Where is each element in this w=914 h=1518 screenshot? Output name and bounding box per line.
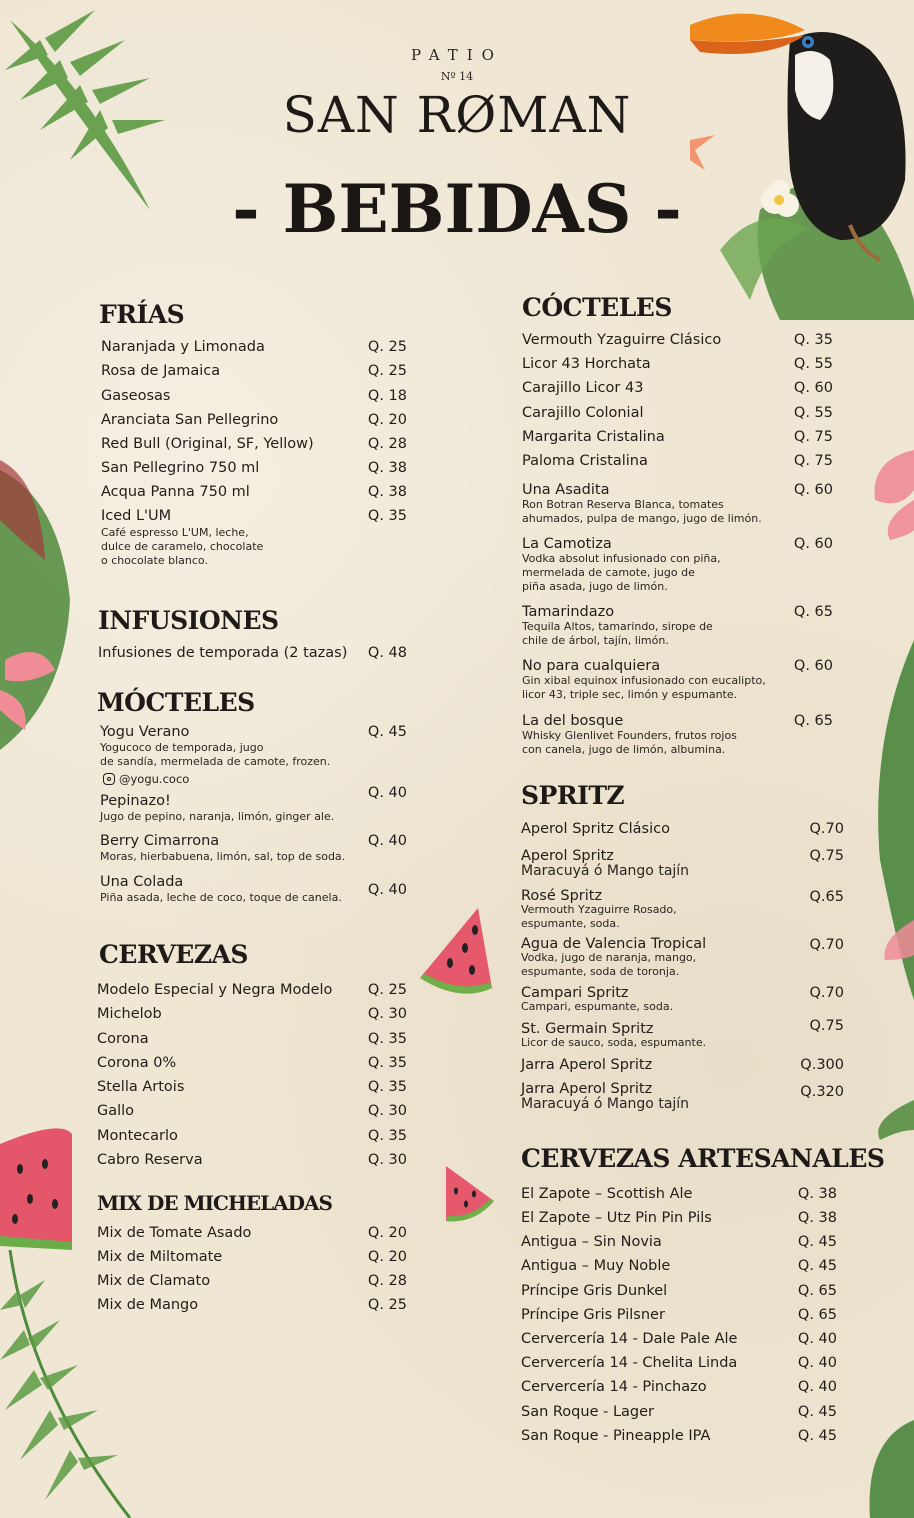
item-price: Q.70 [809,985,844,1001]
item-name: Carajillo Licor 43 [522,380,644,396]
item-price: Q. 25 [367,1297,407,1313]
item-name: La del bosque [522,713,624,729]
item-price: Q. 35 [367,1055,407,1071]
item-name: St. Germain Spritz [521,1021,654,1037]
item-price: Q. 20 [367,1249,407,1265]
item-name: Pepinazo! [100,793,171,809]
item-price: Q. 35 [793,332,833,348]
item-price: Q. 38 [797,1186,837,1202]
item-name: Cervercería 14 - Pinchazo [521,1379,707,1395]
item-price: Q. 35 [367,1079,407,1095]
item-name: Una Asadita [522,482,610,498]
section-title-cervezas: CERVEZAS [99,940,248,969]
item-price: Q. 35 [367,1128,407,1144]
item-name: El Zapote – Scottish Ale [521,1186,693,1202]
item-name: Montecarlo [97,1128,178,1144]
item-name: Mix de Miltomate [97,1249,223,1265]
item-description: Moras, hierbabuena, limón, sal, top de soda. [100,850,346,863]
leaf-right-middle-icon [860,440,914,1040]
item-price: Q. 35 [367,508,407,524]
item-description: Yogucoco de temporada, jugo [100,741,264,754]
item-price: Q.70 [809,821,844,837]
item-price: Q. 65 [793,604,833,620]
item-price: Q. 40 [367,785,407,801]
item-price: Q. 30 [367,1152,407,1168]
item-price: Q. 45 [797,1258,837,1274]
item-price: Q. 25 [367,982,407,998]
item-description: Piña asada, leche de coco, toque de canela. [100,891,342,904]
item-price: Q. 60 [793,658,833,674]
item-description: Whisky Glenlivet Founders, frutos rojos [522,729,737,742]
item-description: Licor de sauco, soda, espumante. [521,1036,707,1049]
item-name: Cabro Reserva [97,1152,203,1168]
item-name: No para cualquiera [522,658,661,674]
item-name: Margarita Cristalina [522,429,665,445]
item-name: Licor 43 Horchata [522,356,651,372]
item-price: Q. 45 [797,1404,837,1420]
item-name: Berry Cimarrona [100,833,220,849]
item-name: Rosa de Jamaica [101,363,221,379]
item-price: Q. 40 [797,1355,837,1371]
item-price: Q. 75 [793,429,833,445]
section-title-artesanales: CERVEZAS ARTESANALES [521,1144,885,1173]
item-name: Agua de Valencia Tropical [521,936,707,952]
item-description: Tequila Altos, tamarindo, sirope de [522,620,713,633]
section-title-micheladas: MIX DE MICHELADAS [97,1191,332,1215]
patio-label: PATIO [411,46,503,64]
item-name: Jarra Aperol Spritz [521,1081,653,1097]
item-price: Q. 75 [793,453,833,469]
item-price: Q. 25 [367,339,407,355]
item-name: Antigua – Muy Noble [521,1258,671,1274]
item-name: Vermouth Yzaguirre Clásico [522,332,722,348]
item-description: Gin xibal equinox infusionado con eucalipto, [522,674,766,687]
item-name: Stella Artois [97,1079,185,1095]
item-name: Antigua – Sin Novia [521,1234,662,1250]
section-title-frias: FRÍAS [99,300,185,329]
item-price: Q. 20 [367,412,407,428]
item-description: Ron Botran Reserva Blanca, tomates [522,498,724,511]
item-price: Q. 38 [367,460,407,476]
item-description: con canela, jugo de limón, albumina. [522,743,726,756]
item-description: Vermouth Yzaguirre Rosado, [521,903,677,916]
item-name: Naranjada y Limonada [101,339,265,355]
item-name: Acqua Panna 750 ml [101,484,250,500]
item-description: Café espresso L'UM, leche, [101,526,249,539]
item-price: Q. 48 [367,645,407,661]
item-name: Una Colada [100,874,184,890]
item-description: de sandía, mermelada de camote, frozen. [100,755,331,768]
page-title: - BEBIDAS - [232,170,682,248]
section-title-cocteles: CÓCTELES [522,293,672,322]
item-price: Q. 38 [797,1210,837,1226]
item-name: La Camotiza [522,536,612,552]
item-price: Q. 45 [367,724,407,740]
item-price: Q. 18 [367,388,407,404]
item-price: Q. 45 [797,1234,837,1250]
item-name: Iced L'UM [101,508,172,524]
item-description: Jugo de pepino, naranja, limón, ginger ale. [100,810,335,823]
item-price: Q. 40 [797,1331,837,1347]
item-price: Q. 28 [367,1273,407,1289]
item-price: Q. 65 [797,1283,837,1299]
section-title-spritz: SPRITZ [521,781,625,810]
item-price: Q. 20 [367,1225,407,1241]
item-price: Q.75 [809,848,844,864]
item-price: Q. 30 [367,1006,407,1022]
item-price: Q. 65 [797,1307,837,1323]
item-price: Q. 40 [367,833,407,849]
item-price: Q.300 [800,1057,844,1073]
item-price: Q. 60 [793,482,833,498]
item-price: Q. 40 [797,1379,837,1395]
item-name: San Roque - Lager [521,1404,654,1420]
item-price: Q. 35 [367,1031,407,1047]
patio-number: Nº 14 [440,70,474,83]
item-name: Jarra Aperol Spritz [521,1057,653,1073]
item-price: Q.75 [809,1018,844,1034]
item-price: Q. 55 [793,356,833,372]
item-description: mermelada de camote, jugo de [522,566,695,579]
item-name: Modelo Especial y Negra Modelo [97,982,333,998]
instagram-icon [103,773,115,785]
watermelon-left-icon [0,1124,80,1254]
item-description: licor 43, triple sec, limón y espumante. [522,688,738,701]
item-description: Campari, espumante, soda. [521,1000,674,1013]
item-name: San Roque - Pineapple IPA [521,1428,711,1444]
item-name: Gaseosas [101,388,171,404]
item-price: Q. 55 [793,405,833,421]
item-name: Aperol Spritz Clásico [521,821,670,837]
item-name: Cervercería 14 - Dale Pale Ale [521,1331,738,1347]
item-name: Mix de Clamato [97,1273,211,1289]
fern-bottom-left-icon [0,1250,140,1518]
item-name: Corona [97,1031,149,1047]
item-name: Rosé Spritz [521,888,603,904]
item-name: Aranciata San Pellegrino [101,412,279,428]
item-description: Vodka, jugo de naranja, mango, [521,951,697,964]
instagram-handle [103,772,189,786]
item-description: o chocolate blanco. [101,554,208,567]
item-price: Q. 30 [367,1103,407,1119]
item-name: Príncipe Gris Pilsner [521,1307,665,1323]
watermelon-small-icon [444,1166,496,1226]
item-price: Q. 60 [793,536,833,552]
leaf-left-middle-icon [0,440,80,760]
item-price: Q.65 [809,889,844,905]
item-name: Corona 0% [97,1055,177,1071]
item-description: piña asada, jugo de limón. [522,580,668,593]
item-name: Michelob [97,1006,162,1022]
item-price: Q. 65 [793,713,833,729]
item-name: Cervercería 14 - Chelita Linda [521,1355,738,1371]
item-name: El Zapote – Utz Pin Pin Pils [521,1210,712,1226]
item-price: Q. 60 [793,380,833,396]
item-description: chile de árbol, tajín, limón. [522,634,669,647]
item-name: Infusiones de temporada (2 tazas) [98,645,348,661]
section-title-infusiones: INFUSIONES [98,606,279,635]
item-name: Paloma Cristalina [522,453,648,469]
item-name: Mix de Mango [97,1297,199,1313]
item-description: espumante, soda. [521,917,620,930]
item-name: Red Bull (Original, SF, Yellow) [101,436,314,452]
item-name: San Pellegrino 750 ml [101,460,260,476]
item-description: Maracuyá ó Mango tajín [521,863,690,879]
item-name: Aperol Spritz [521,848,614,864]
item-description: espumante, soda de toronja. [521,965,680,978]
item-description: dulce de caramelo, chocolate [101,540,264,553]
item-name: Tamarindazo [522,604,615,620]
section-title-mocteles: MÓCTELES [97,688,255,717]
brand-name: SAN RØMAN [282,86,632,144]
item-price: Q. 45 [797,1428,837,1444]
instagram-handle-text: @yogu.coco [119,772,190,786]
item-price: Q. 40 [367,882,407,898]
item-name: Campari Spritz [521,985,629,1001]
item-name: Príncipe Gris Dunkel [521,1283,668,1299]
watermelon-slice-icon [420,908,500,994]
item-description: Maracuyá ó Mango tajín [521,1096,690,1112]
item-price: Q.320 [800,1084,844,1100]
item-name: Yogu Verano [100,724,190,740]
item-price: Q.70 [809,937,844,953]
item-price: Q. 25 [367,363,407,379]
item-description: ahumados, pulpa de mango, jugo de limón. [522,512,762,525]
item-name: Mix de Tomate Asado [97,1225,252,1241]
item-price: Q. 28 [367,436,407,452]
item-price: Q. 38 [367,484,407,500]
item-name: Gallo [97,1103,135,1119]
item-description: Vodka absolut infusionado con piña, [522,552,721,565]
item-name: Carajillo Colonial [522,405,644,421]
